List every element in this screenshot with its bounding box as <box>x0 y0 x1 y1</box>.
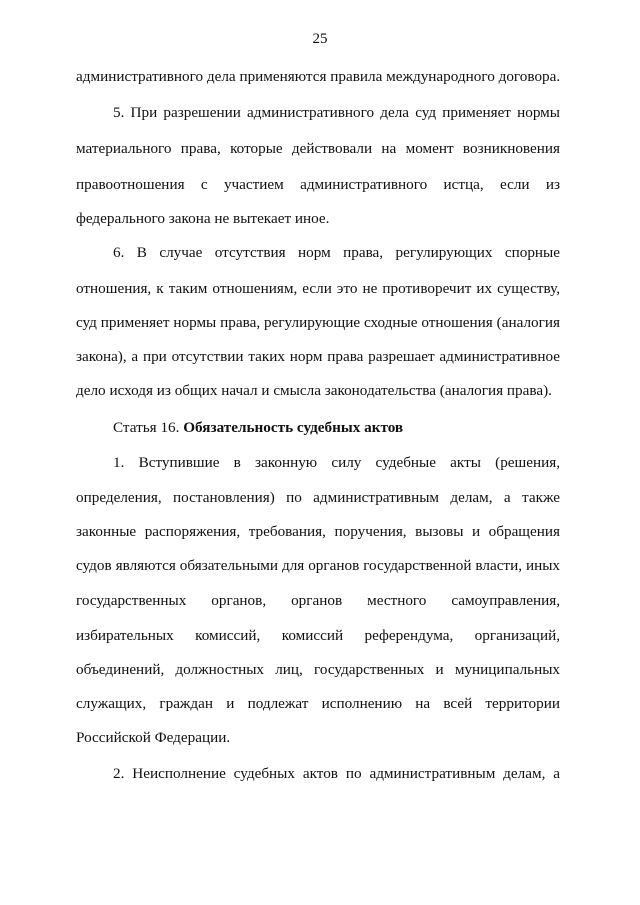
text-line: 6. В случае отсутствия норм права, регулирующих спорные <box>113 244 560 261</box>
text-line: законные распоряжения, требования, поручения, вызовы и обращения <box>76 523 560 540</box>
text-line: правоотношения с участием административного истца, если из <box>76 176 560 193</box>
page-number: 25 <box>312 31 328 47</box>
text-line: 1. Вступившие в законную силу судебные акты (решения, <box>113 454 560 471</box>
text-line: Российской Федерации. <box>76 729 231 746</box>
text-line: служащих, граждан и подлежат исполнению на всей территории <box>76 695 560 712</box>
text-line: административного дела применяются правила международного договора. <box>76 68 561 85</box>
text-line: судов являются обязательными для органов государственной власти, иных <box>76 557 560 574</box>
text-line: федерального закона не вытекает иное. <box>76 210 330 227</box>
article-heading-prefix: Статья 16. <box>113 419 184 436</box>
text-line: дело исходя из общих начал и смысла законодательства (аналогия права). <box>76 382 552 399</box>
text-line: 2. Неисполнение судебных актов по административным делам, а <box>113 765 560 782</box>
text-line: материального права, которые действовали на момент возникновения <box>76 140 560 157</box>
text-line: государственных органов, органов местного самоуправления, <box>76 592 560 609</box>
article-heading <box>113 418 560 438</box>
article-heading-title: Обязательность судебных актов <box>183 419 404 436</box>
text-line: избирательных комиссий, комиссий референдума, организаций, <box>76 627 560 644</box>
text-line: закона), а при отсутствии таких норм права разрешает административное <box>76 348 560 365</box>
text-line: определения, постановления) по административным делам, а также <box>76 489 560 506</box>
text-line: 5. При разрешении административного дела суд применяет нормы <box>113 104 560 121</box>
text-line: суд применяет нормы права, регулирующие сходные отношения (аналогия <box>76 314 560 331</box>
text-line: отношения, к таким отношениям, если это не противоречит их существу, <box>76 280 560 297</box>
text-line: объединений, должностных лиц, государственных и муниципальных <box>76 661 560 678</box>
